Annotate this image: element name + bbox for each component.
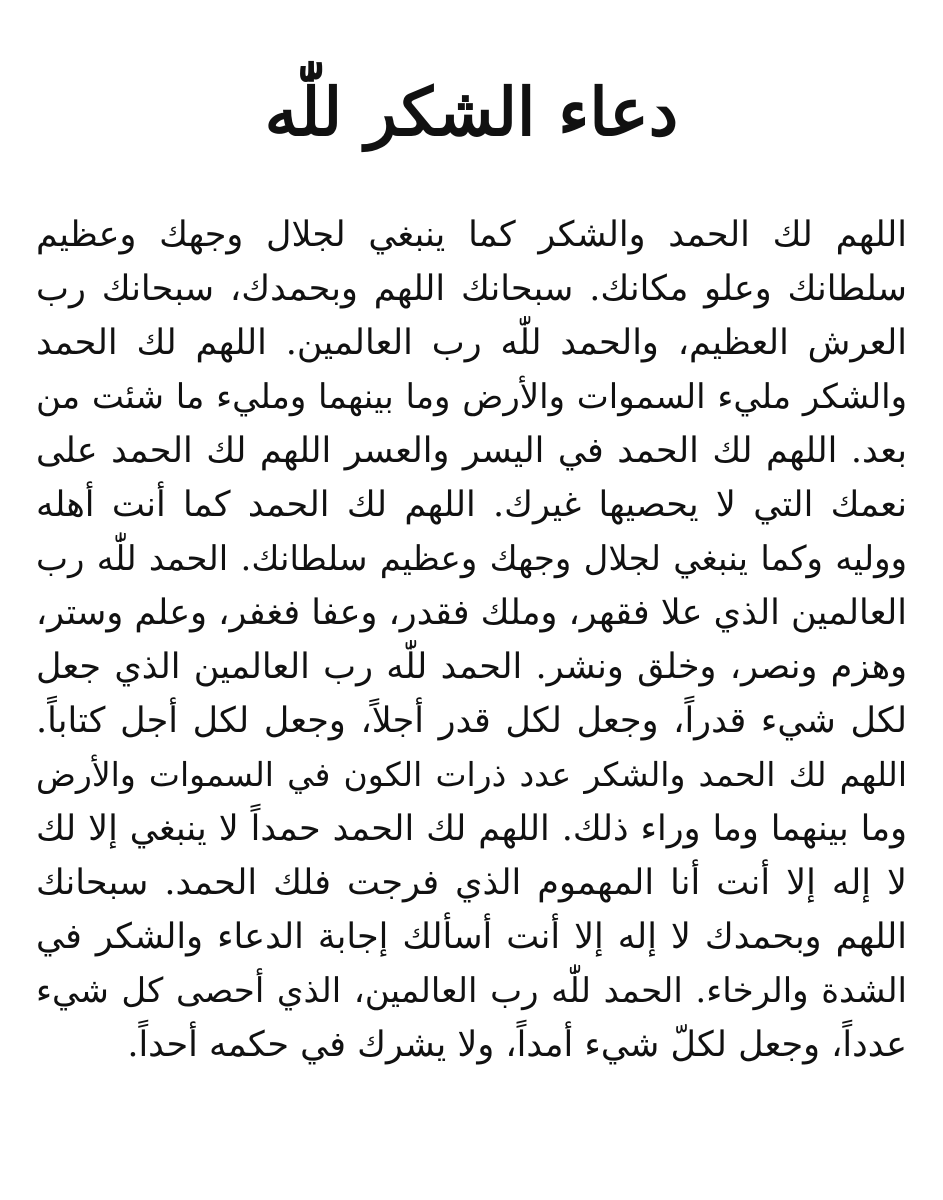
page-title: دعاء الشكر للّٰه	[264, 73, 679, 151]
text-line: نعمك التي لا يحصيها غيرك. اللهم لك الحمد كما أنت أهله	[36, 485, 907, 525]
prayer-text	[36, 208, 907, 1072]
text-line: الشدة والرخاء. الحمد للّٰه رب العالمين، الذي أحصى كل شيء	[36, 971, 907, 1011]
text-line: وما بينهما وما وراء ذلك. اللهم لك الحمد حمداً لا ينبغي إلا لك	[36, 809, 907, 849]
text-line: اللهم وبحمدك لا إله إلا أنت أسألك إجابة الدعاء والشكر في	[36, 917, 907, 957]
text-line: العالمين الذي علا فقهر، وملك فقدر، وعفا فغفر، وعلم وستر،	[36, 593, 907, 633]
text-line: اللهم لك الحمد والشكر كما ينبغي لجلال وجهك وعظيم	[36, 215, 907, 255]
text-line: سلطانك وعلو مكانك. سبحانك اللهم وبحمدك، سبحانك رب	[36, 269, 907, 309]
text-line: العرش العظيم، والحمد للّٰه رب العالمين. اللهم لك الحمد	[36, 323, 907, 363]
text-line: لكل شيء قدراً، وجعل لكل قدر أجلاً، وجعل لكل أجل كتاباً.	[36, 701, 907, 741]
text-line: وهزم ونصر، وخلق ونشر. الحمد للّٰه رب العالمين الذي جعل	[36, 647, 907, 687]
text-line: لا إله إلا أنت أنا المهموم الذي فرجت فلك الحمد. سبحانك	[36, 863, 907, 903]
text-line: والشكر مليء السموات والأرض وما بينهما ومليء ما شئت من	[36, 377, 907, 417]
text-line: عدداً، وجعل لكلّ شيء أمداً، ولا يشرك في حكمه أحداً.	[127, 1025, 907, 1065]
text-line: ووليه وكما ينبغي لجلال وجهك وعظيم سلطانك. الحمد للّٰه رب	[36, 539, 907, 579]
text-line: بعد. اللهم لك الحمد في اليسر والعسر اللهم لك الحمد على	[36, 431, 907, 471]
text-line: اللهم لك الحمد والشكر عدد ذرات الكون في السموات والأرض	[36, 755, 907, 794]
